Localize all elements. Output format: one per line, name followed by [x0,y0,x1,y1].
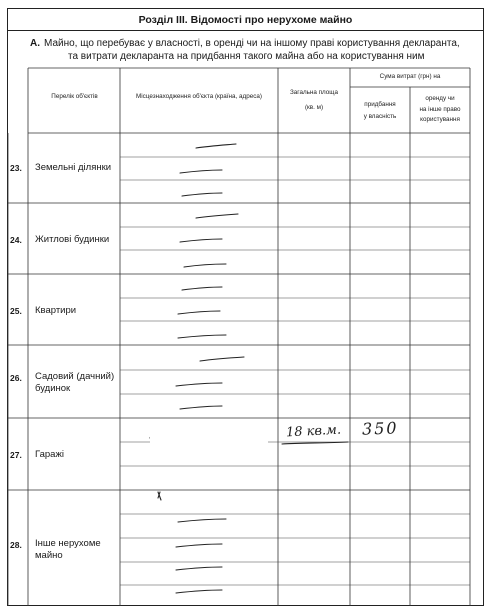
header-objects: Перелік об'єктів [51,93,98,100]
header-purchase-line-2: у власність [363,112,397,120]
row-label-land: Земельні ділянки [35,162,112,173]
garage-area-handwritten: 18 кв.м. [285,422,342,441]
subsection-line-1: Майно, що перебуває у власності, в оренді чи на іншому праві користування декларанта, [44,38,460,49]
row-number-25: 25. [10,306,22,316]
header-costs: Сума витрат (грн) на [379,73,441,80]
row-label-other-property: Інше нерухоме майно [35,538,101,561]
redacted-area [150,424,268,464]
header-area [280,89,348,112]
header-area-line-1: Загальна площа [290,89,338,96]
subsection-line-2: та витрати декларанта на придбання такого майна або на користування ним [68,51,425,62]
row-number-28: 28. [10,540,22,550]
row-label-garden-house: Садовий (дачний) будинок [35,371,115,394]
header-location: Місцезнаходження об'єкта (країна, адреса) [136,93,262,100]
header-area-line-2: (кв. м) [304,103,324,111]
header-rent [412,95,468,125]
header-purchase-line-1: придбання [364,101,396,108]
section-title: Розділ III. Відомості про нерухоме майно [8,9,483,31]
row-number-27: 27. [10,450,22,460]
garage-cost-handwritten: 350 [361,418,399,439]
row-number-26: 26. [10,373,22,383]
header-rent-line-3: користування [420,116,460,123]
row-number-23: 23. [10,163,22,173]
subsection-letter: А. [30,38,40,49]
header-rent-line-2: на інше право [419,105,461,113]
row-label-garages: Гаражі [35,449,64,460]
header-purchase [352,101,408,121]
row-number-24: 24. [10,235,22,245]
row-label-houses: Житлові будинки [35,234,110,245]
header-rent-line-1: оренду чи [425,95,455,102]
row-label-apartments: Квартири [35,305,77,316]
